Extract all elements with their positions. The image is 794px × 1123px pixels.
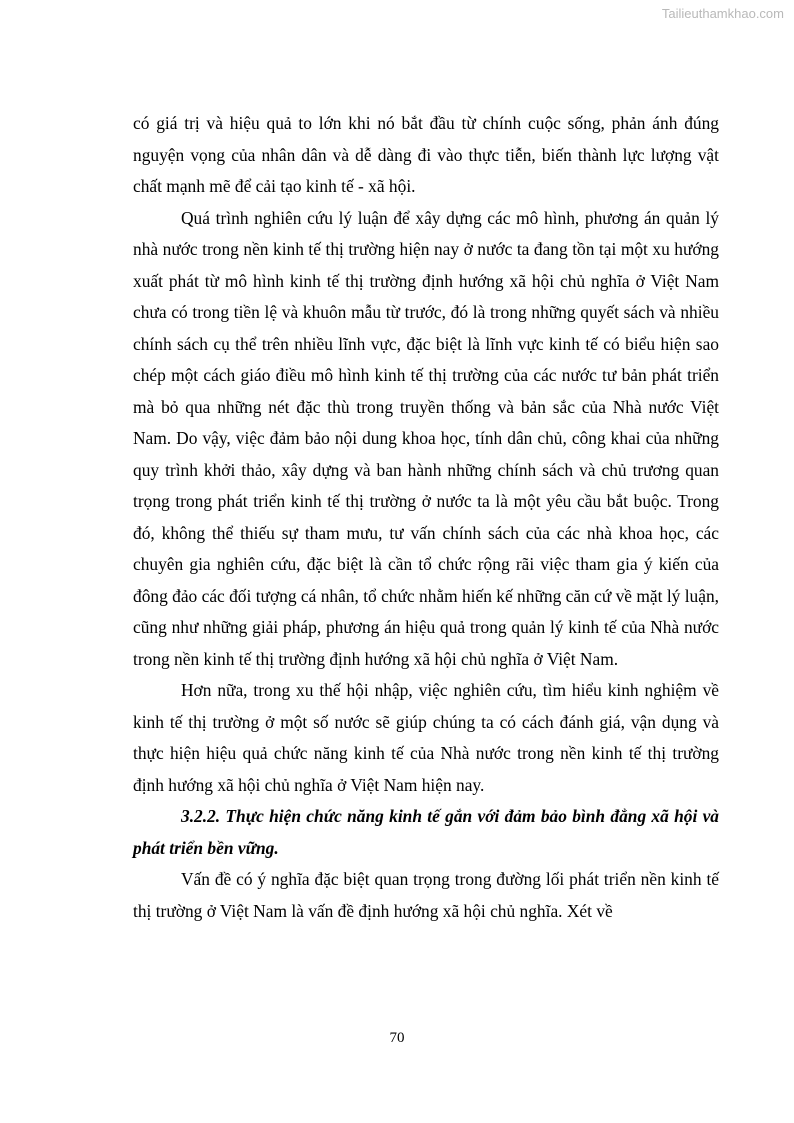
- paragraph: Hơn nữa, trong xu thế hội nhập, việc nghiên cứu, tìm hiểu kinh nghiệm về kinh tế thị trường ở một số nước sẽ giúp chúng ta có cách đánh giá, vận dụng và thực hiện hiệu quả chức năng kinh tế của Nhà nước trong nền kinh tế thị trường định hướng xã hội chủ nghĩa ở Việt Nam hiện nay.: [133, 680, 719, 795]
- section-heading: 3.2.2. Thực hiện chức năng kinh tế gắn với đảm bảo bình đẳng xã hội và phát triển bền vững.: [133, 806, 719, 858]
- watermark: Tailieuthamkhao.com: [661, 6, 784, 21]
- document-body: [133, 108, 719, 927]
- paragraph: Quá trình nghiên cứu lý luận để xây dựng các mô hình, phương án quản lý nhà nước trong nền kinh tế thị trường hiện nay ở nước ta đang tồn tại một xu hướng xuất phát từ mô hình kinh tế thị trường định hướng xã hội chủ nghĩa ở Việt Nam chưa có trong tiền lệ và khuôn mẫu từ trước, đó là trong những quyết sách và nhiều chính sách cụ thể trên nhiều lĩnh vực, đặc biệt là lĩnh vực kinh tế có biểu hiện sao chép một cách giáo điều mô hình kinh tế thị trường của các nước tư bản phát triển mà bỏ qua những nét đặc thù trong truyền thống và bản sắc của Nhà nước Việt Nam. Do vậy, việc đảm bảo nội dung khoa học, tính dân chủ, công khai của những quy trình khởi thảo, xây dựng và ban hành những chính sách và chủ trương quan trọng trong phát triển kinh tế thị trường ở nước ta là một yêu cầu bắt buộc. Trong đó, không thể thiếu sự tham mưu, tư vấn chính sách của các nhà khoa học, các chuyên gia nghiên cứu, đặc biệt là cần tổ chức rộng rãi việc tham gia ý kiến của đông đảo các đối tượng cá nhân, tổ chức nhằm hiến kế những căn cứ về mặt lý luận, cũng như những giải pháp, phương án hiệu quả trong quản lý kinh tế của Nhà nước trong nền kinh tế thị trường định hướng xã hội chủ nghĩa ở Việt Nam.: [133, 207, 719, 669]
- page-number: 70: [389, 1030, 405, 1046]
- paragraph-continuation: có giá trị và hiệu quả to lớn khi nó bắt đầu từ chính cuộc sống, phản ánh đúng nguyện vọng của nhân dân và dễ dàng đi vào thực tiễn, biến thành lực lượng vật chất mạnh mẽ để cải tạo kinh tế - xã hội.: [133, 113, 719, 196]
- paragraph: Vấn đề có ý nghĩa đặc biệt quan trọng trong đường lối phát triển nền kinh tế thị trường ở Việt Nam là vấn đề định hướng xã hội chủ nghĩa. Xét về: [133, 869, 719, 921]
